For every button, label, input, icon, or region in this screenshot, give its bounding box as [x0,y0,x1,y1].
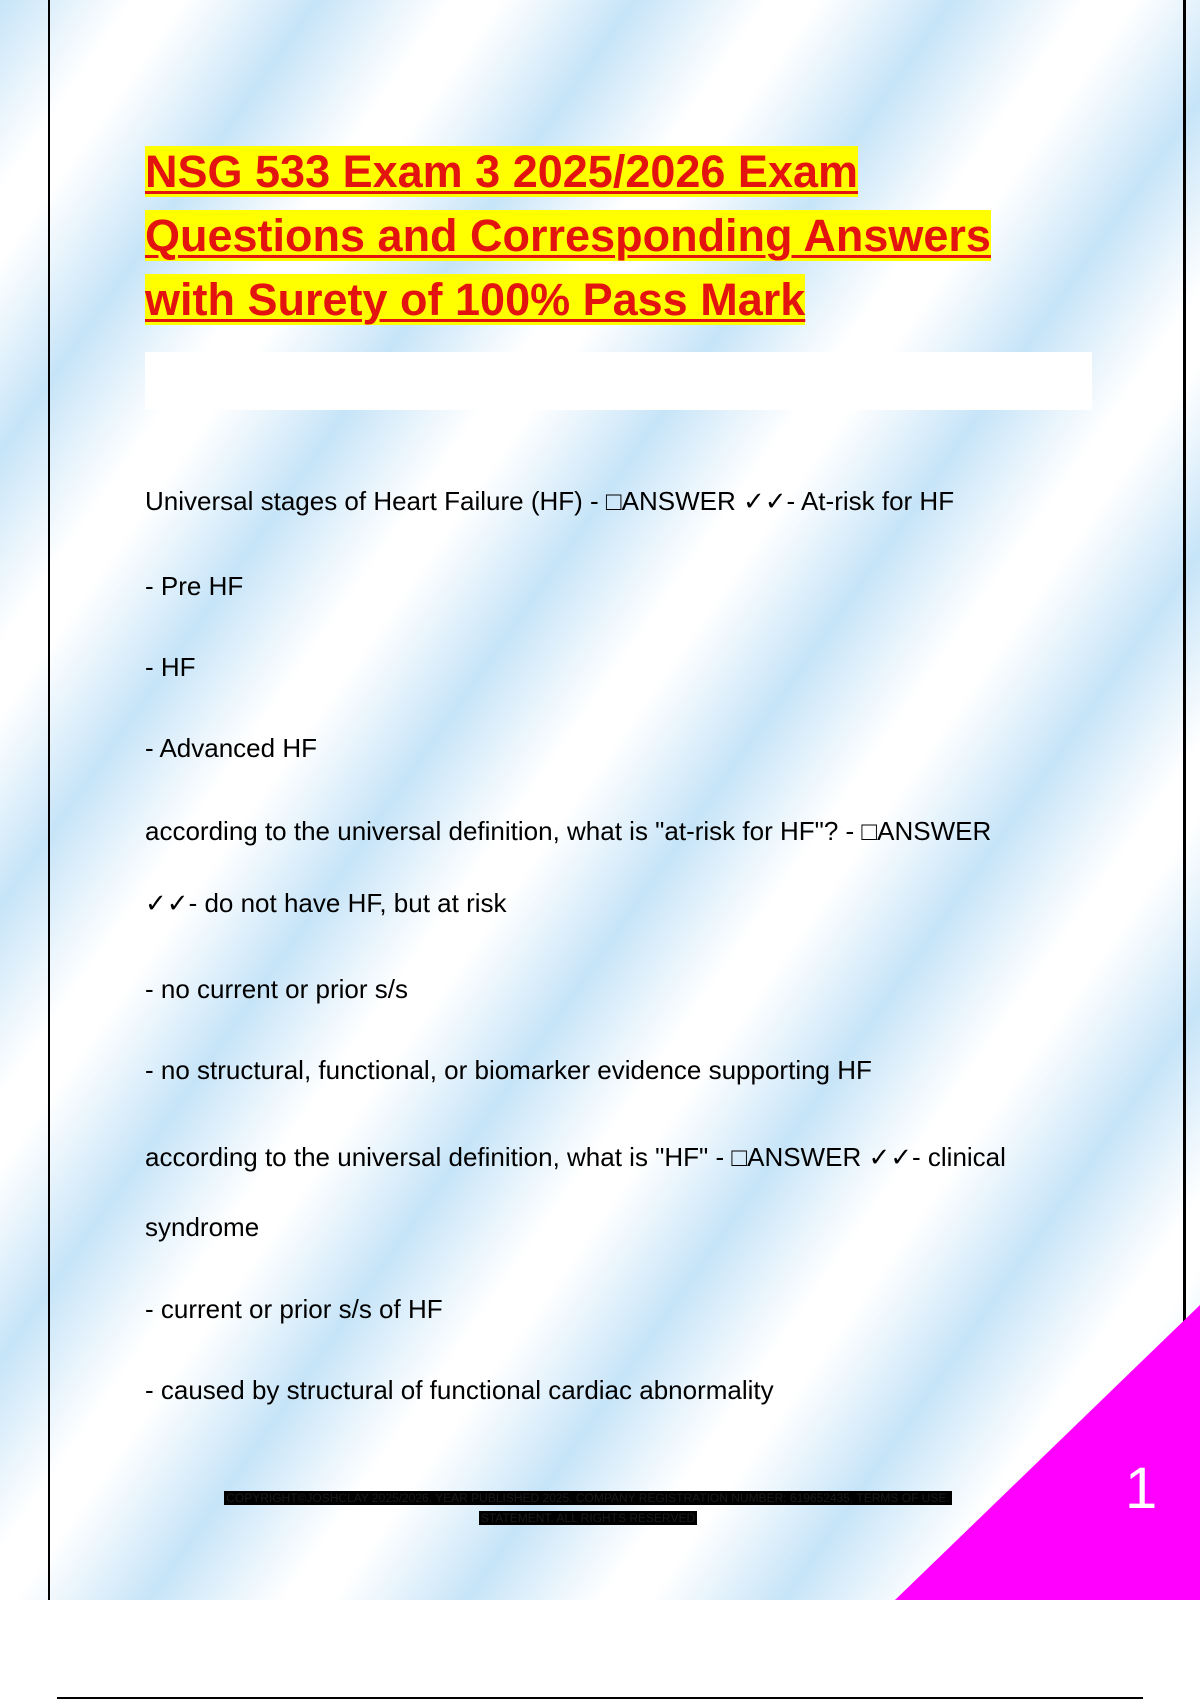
qa-line: according to the universal definition, what is "HF" - □ANSWER ✓✓- clinical [145,1142,1006,1172]
title-line: NSG 533 Exam 3 2025/2026 Exam [145,146,859,197]
qa-line: - no current or prior s/s [145,974,408,1004]
qa-line: - no structural, functional, or biomarker evidence supporting HF [145,1055,872,1085]
qa-line: - Pre HF [145,571,244,601]
qa-line: ✓✓- do not have HF, but at risk [145,888,507,918]
page-left-border [48,0,50,1600]
qa-line: - Advanced HF [145,733,317,763]
copyright-line: STATEMENT. ALL RIGHTS RESERVED [480,1511,696,1525]
footer-divider [57,1697,1143,1699]
title-line: with Surety of 100% Pass Mark [145,274,806,325]
copyright-line: COPYRIGHT©JOSHCLAY 2025/2026. YEAR PUBLISHED 2025. COMPANY REGISTRATION NUMBER: 619652435. TERMS OF USE. [226,1491,950,1505]
title-line: Questions and Corresponding Answers [145,210,991,261]
qa-line: - current or prior s/s of HF [145,1294,443,1324]
qa-line: syndrome [145,1212,260,1242]
document-title [145,140,1105,332]
copyright-notice [178,1488,998,1528]
page-number: 1 [1125,1456,1158,1521]
qa-line: according to the universal definition, what is "at-risk for HF"? - □ANSWER [145,816,992,846]
blank-banner [145,352,1092,410]
qa-line: - caused by structural of functional cardiac abnormality [145,1375,774,1405]
qa-line: Universal stages of Heart Failure (HF) - □ANSWER ✓✓- At-risk for HF [145,486,955,516]
corner-triangle-decoration [895,1305,1200,1600]
qa-line: - HF [145,652,196,682]
